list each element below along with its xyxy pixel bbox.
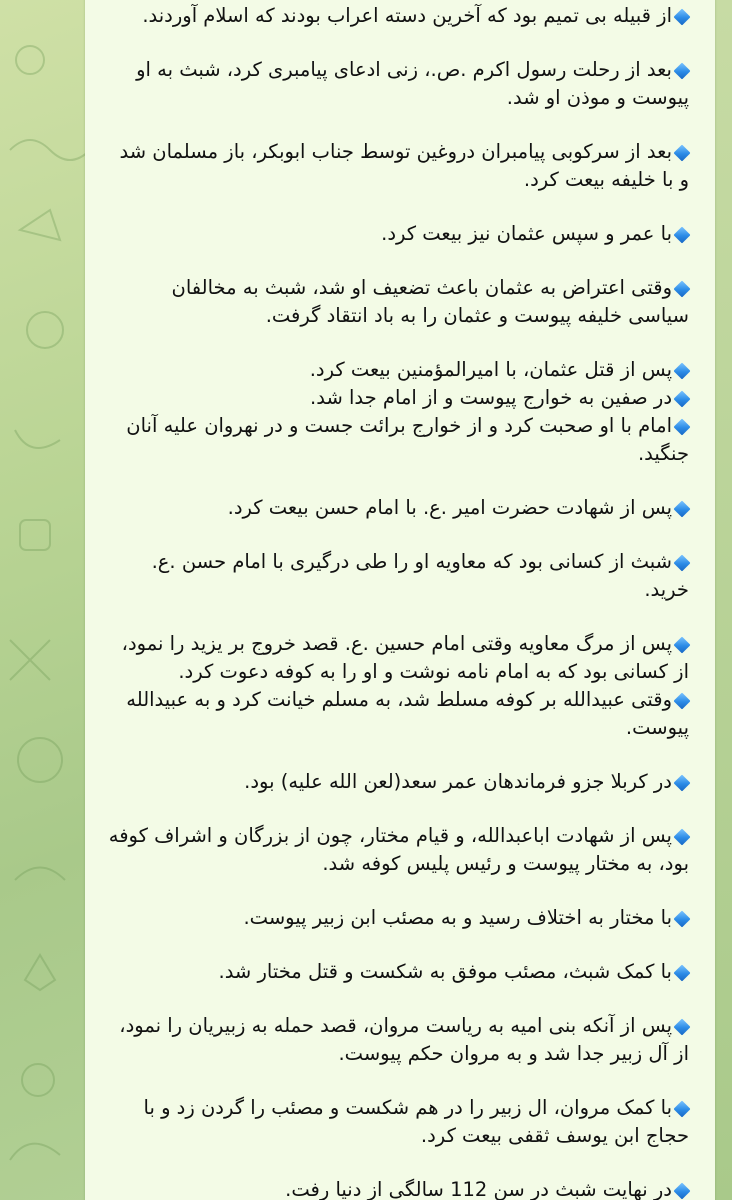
blue-diamond-icon bbox=[674, 9, 691, 26]
message-line-text: با عمر و سپس عثمان نیز بیعت کرد. bbox=[381, 222, 672, 245]
message-line-text: پس از شهادت حضرت امیر .ع. با امام حسن بیعت کرد. bbox=[227, 496, 672, 519]
blue-diamond-icon bbox=[674, 1101, 691, 1118]
blue-diamond-icon bbox=[674, 419, 691, 436]
message-line-text: از قبیله بی تمیم بود که آخرین دسته اعراب بودند که اسلام آوردند. bbox=[142, 4, 672, 27]
message-paragraph bbox=[105, 356, 689, 468]
blue-diamond-icon bbox=[674, 63, 691, 80]
message-line bbox=[105, 686, 689, 742]
message-paragraph bbox=[105, 56, 689, 112]
message-line bbox=[105, 494, 689, 522]
blue-diamond-icon bbox=[674, 1019, 691, 1036]
message-line bbox=[105, 412, 689, 468]
message-paragraph bbox=[105, 548, 689, 604]
message-line bbox=[105, 2, 689, 30]
message-line bbox=[105, 768, 689, 796]
message-line-text: بعد از سرکوبی پیامبران دروغین توسط جناب ابوبکر، باز مسلمان شد و با خلیفه بیعت کرد. bbox=[119, 140, 689, 191]
message-text bbox=[105, 2, 689, 1200]
message-line-text: پس از قتل عثمان، با امیرالمؤمنین بیعت کرد. bbox=[309, 358, 672, 381]
message-line bbox=[105, 356, 689, 384]
message-paragraph bbox=[105, 2, 689, 30]
message-line bbox=[105, 384, 689, 412]
message-line-text: امام با او صحبت کرد و از خوارج برائت جست و در نهروان علیه آنان جنگید. bbox=[126, 414, 689, 465]
message-paragraph bbox=[105, 822, 689, 878]
message-line bbox=[105, 220, 689, 248]
blue-diamond-icon bbox=[674, 555, 691, 572]
blue-diamond-icon bbox=[674, 965, 691, 982]
right-edge-background bbox=[715, 0, 732, 1200]
message-paragraph bbox=[105, 274, 689, 330]
message-line bbox=[105, 1094, 689, 1150]
blue-diamond-icon bbox=[674, 145, 691, 162]
blue-diamond-icon bbox=[674, 363, 691, 380]
message-paragraph bbox=[105, 904, 689, 932]
message-paragraph bbox=[105, 1176, 689, 1200]
message-line-text: با کمک مروان، ال زبیر را در هم شکست و مصئب را گردن زد و با حجاج ابن یوسف ثقفی بیعت کرد. bbox=[143, 1096, 689, 1147]
message-line bbox=[105, 630, 689, 686]
blue-diamond-icon bbox=[674, 775, 691, 792]
message-line-text: با کمک شبث، مصئب موفق به شکست و قتل مختار شد. bbox=[218, 960, 672, 983]
blue-diamond-icon bbox=[674, 501, 691, 518]
blue-diamond-icon bbox=[674, 391, 691, 408]
message-paragraph bbox=[105, 494, 689, 522]
blue-diamond-icon bbox=[674, 227, 691, 244]
blue-diamond-icon bbox=[674, 911, 691, 928]
message-paragraph bbox=[105, 958, 689, 986]
message-line bbox=[105, 548, 689, 604]
message-paragraph bbox=[105, 1012, 689, 1068]
message-line-text: در کربلا جزو فرماندهان عمر سعد(لعن الله علیه) بود. bbox=[244, 770, 672, 793]
message-line bbox=[105, 904, 689, 932]
message-line bbox=[105, 1176, 689, 1200]
blue-diamond-icon bbox=[674, 693, 691, 710]
message-line bbox=[105, 1012, 689, 1068]
message-paragraph bbox=[105, 220, 689, 248]
message-line-text: پس از آنکه بنی امیه به ریاست مروان، قصد حمله به زبیریان را نمود، از آل زبیر جدا شد و به مروان حکم پیوست. bbox=[119, 1014, 689, 1065]
message-line bbox=[105, 822, 689, 878]
blue-diamond-icon bbox=[674, 829, 691, 846]
message-line-text: در صفین به خوارج پیوست و از امام جدا شد. bbox=[310, 386, 672, 409]
message-line bbox=[105, 274, 689, 330]
message-paragraph bbox=[105, 630, 689, 742]
message-paragraph bbox=[105, 1094, 689, 1150]
blue-diamond-icon bbox=[674, 281, 691, 298]
message-line-text: شبث از کسانی بود که معاویه او را طی درگیری با امام حسن .ع. خرید. bbox=[151, 550, 689, 601]
message-line bbox=[105, 56, 689, 112]
message-line-text: وقتی اعتراض به عثمان باعث تضعیف او شد، شبث به مخالفان سیاسی خلیفه پیوست و عثمان را به باد انتقاد گرفت. bbox=[171, 276, 689, 327]
message-line-text: وقتی عبیدالله بر کوفه مسلط شد، به مسلم خیانت کرد و به عبیدالله پیوست. bbox=[126, 688, 689, 739]
message-paragraph bbox=[105, 768, 689, 796]
message-line-text: در نهایت شبث در سن 112 سالگی از دنیا رفت. bbox=[285, 1178, 672, 1200]
message-line-text: با مختار به اختلاف رسید و به مصئب ابن زبیر پیوست. bbox=[243, 906, 672, 929]
message-line bbox=[105, 958, 689, 986]
message-line-text: پس از شهادت اباعبدالله، و قیام مختار، چون از بزرگان و اشراف کوفه بود، به مختار پیوست و رئیس پلیس کوفه شد. bbox=[108, 824, 689, 875]
blue-diamond-icon bbox=[674, 637, 691, 654]
message-line bbox=[105, 138, 689, 194]
message-paragraph bbox=[105, 138, 689, 194]
blue-diamond-icon bbox=[674, 1183, 691, 1200]
message-line-text: بعد از رحلت رسول اکرم .ص.، زنی ادعای پیامبری کرد، شبث به او پیوست و موذن او شد. bbox=[136, 58, 689, 109]
message-line-text: پس از مرگ معاویه وقتی امام حسین .ع. قصد خروج بر یزید را نمود، از کسانی بود که به امام نامه نوشت و او را به کوفه دعوت کرد. bbox=[121, 632, 689, 683]
message-bubble[interactable] bbox=[85, 0, 715, 1200]
